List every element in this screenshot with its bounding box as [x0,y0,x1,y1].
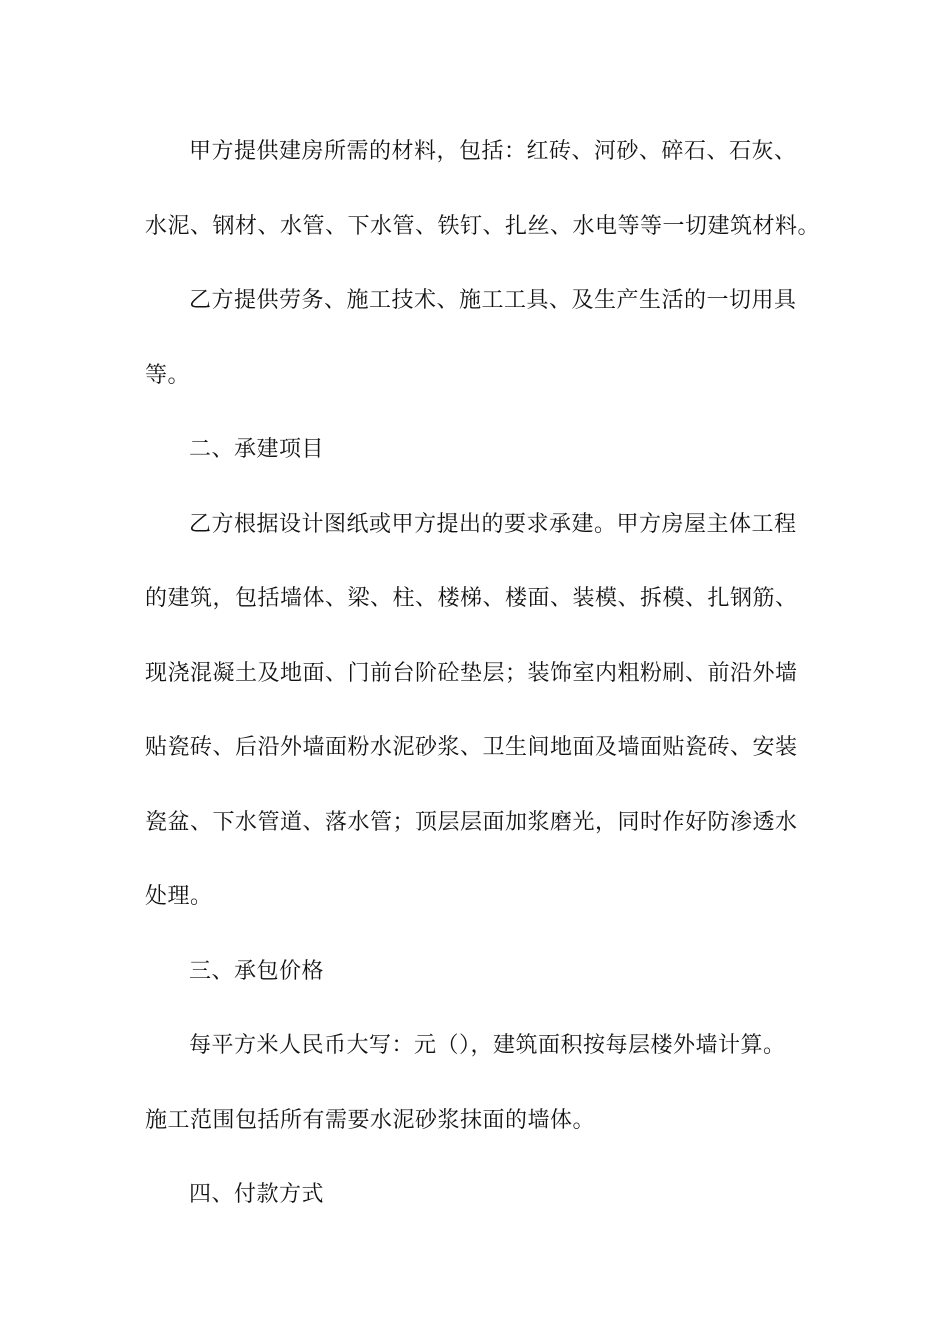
paragraph-materials-line-2: 水泥、钢材、水管、下水管、铁钉、扎丝、水电等等一切建筑材料。 [145,214,821,239]
paragraph-price-line-1: 每平方米人民币大写：元（），建筑面积按每层楼外墙计算。 [189,1033,786,1058]
section-heading-payment-method: 四、付款方式 [189,1182,325,1207]
paragraph-construction-line-5: 瓷盆、下水管道、落水管；顶层层面加浆磨光，同时作好防渗透水 [145,810,798,835]
paragraph-materials-line-1: 甲方提供建房所需的材料，包括：红砖、河砂、碎石、石灰、 [189,139,797,164]
paragraph-construction-line-2: 的建筑，包括墙体、梁、柱、楼梯、楼面、装模、拆模、扎钢筋、 [145,586,798,611]
paragraph-construction-line-1: 乙方根据设计图纸或甲方提出的要求承建。甲方房屋主体工程 [189,512,797,537]
paragraph-construction-line-4: 贴瓷砖、后沿外墙面粉水泥砂浆、卫生间地面及墙面贴瓷砖、安装 [145,735,798,760]
paragraph-labor-line-1: 乙方提供劳务、施工技术、施工工具、及生产生活的一切用具 [189,288,797,313]
paragraph-price-line-2: 施工范围包括所有需要水泥砂浆抹面的墙体。 [145,1108,596,1133]
section-heading-contract-price: 三、承包价格 [189,959,325,984]
paragraph-construction-line-3: 现浇混凝土及地面、门前台阶砼垫层；装饰室内粗粉刷、前沿外墙 [145,661,798,686]
section-heading-construction-items: 二、承建项目 [189,437,325,462]
paragraph-labor-line-2: 等。 [145,363,191,388]
paragraph-construction-line-6: 处理。 [145,884,213,909]
